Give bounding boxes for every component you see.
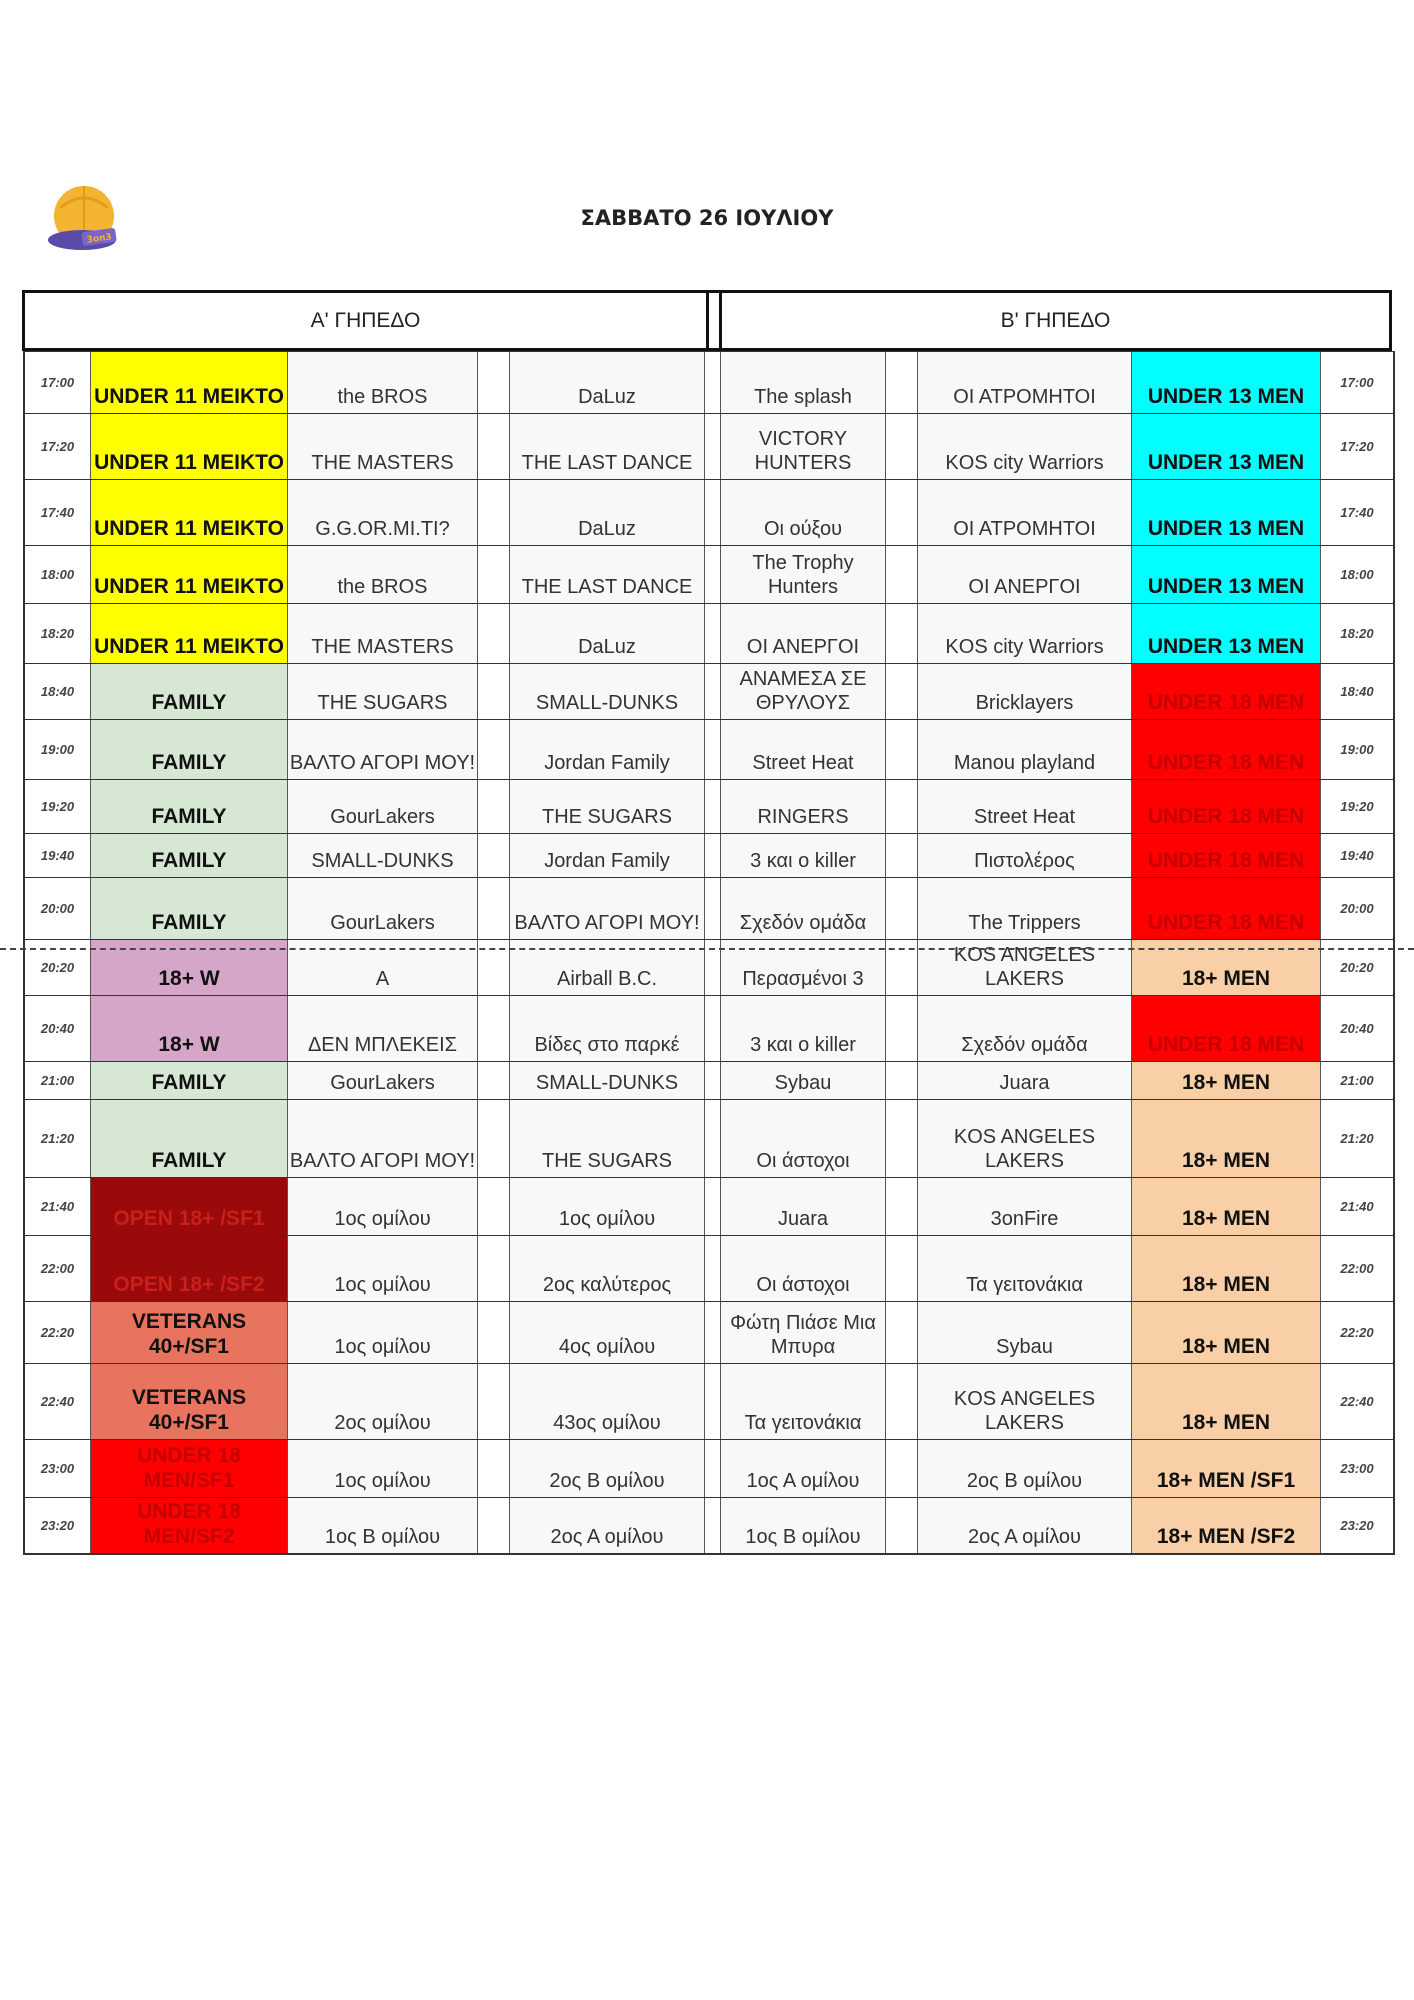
- court-b-team-1: VICTORY HUNTERS: [721, 414, 886, 479]
- court-a-category: FAMILY: [91, 878, 288, 939]
- spacer-cell: [705, 664, 721, 719]
- court-b-category: 18+ MEN: [1132, 940, 1321, 995]
- schedule-table: [23, 351, 1395, 1555]
- court-b-team-1: 1ος Β ομίλου: [721, 1498, 886, 1553]
- time-label: 21:20: [25, 1100, 91, 1177]
- court-a-category: VETERANS 40+/SF1: [91, 1364, 288, 1439]
- spacer-cell: [886, 1236, 918, 1301]
- court-b-team-2: Manou playland: [918, 720, 1132, 779]
- time-label: 21:40: [25, 1178, 91, 1235]
- court-b-category: 18+ MEN: [1132, 1062, 1321, 1099]
- schedule-row: [25, 779, 1393, 833]
- court-a-team-1: 1ος Β ομίλου: [288, 1498, 478, 1553]
- time-label-right: 18:40: [1340, 683, 1374, 699]
- court-b-category: UNDER 18 MEN: [1132, 996, 1321, 1061]
- schedule-row: [25, 663, 1393, 719]
- court-b-team-2: Street Heat: [918, 780, 1132, 833]
- court-a-team-2: DaLuz: [510, 604, 705, 663]
- time-label: 18:20: [25, 604, 91, 663]
- spacer-cell: [478, 664, 510, 719]
- court-a-team-2: 1ος ομίλου: [510, 1178, 705, 1235]
- court-a-team-2: DaLuz: [510, 352, 705, 413]
- spacer-cell: [478, 1498, 510, 1553]
- time-label: 17:40: [25, 480, 91, 545]
- spacer-cell: [705, 1178, 721, 1235]
- schedule-row: [25, 877, 1393, 939]
- court-a-team-2: SMALL-DUNKS: [510, 664, 705, 719]
- court-b-category: 18+ MEN /SF2: [1132, 1498, 1321, 1553]
- court-a-category: OPEN 18+ /SF2: [91, 1236, 288, 1301]
- court-a-team-2: Airball B.C.: [510, 940, 705, 995]
- time-label-right: 19:20: [1340, 798, 1374, 814]
- time-label: 19:00: [25, 720, 91, 779]
- spacer-cell: [705, 1100, 721, 1177]
- schedule-row: [25, 1363, 1393, 1439]
- time-label-right: 20:00: [1340, 900, 1374, 916]
- time-label-right: 18:20: [1340, 625, 1374, 641]
- time-label: 23:00: [25, 1440, 91, 1497]
- spacer-cell: [886, 720, 918, 779]
- spacer-cell: [886, 1364, 918, 1439]
- court-b-team-2: 3onFire: [918, 1178, 1132, 1235]
- schedule-row: [25, 603, 1393, 663]
- court-b-category: UNDER 13 MEN: [1132, 414, 1321, 479]
- spacer-cell: [705, 1236, 721, 1301]
- court-a-category: UNDER 11 ΜΕΙΚΤΟ: [91, 546, 288, 603]
- court-b-team-1: 3 και ο killer: [721, 996, 886, 1061]
- time-label: 20:40: [25, 996, 91, 1061]
- spacer-cell: [705, 414, 721, 479]
- schedule-row: [25, 1177, 1393, 1235]
- court-a-category: UNDER 11 ΜΕΙΚΤΟ: [91, 414, 288, 479]
- court-b-category: UNDER 18 MEN: [1132, 720, 1321, 779]
- court-a-team-1: ΔΕΝ ΜΠΛΕΚΕΙΣ: [288, 996, 478, 1061]
- court-b-team-1: 3 και ο killer: [721, 834, 886, 877]
- time-label-right: 18:00: [1340, 566, 1374, 582]
- court-a-category: UNDER 11 ΜΕΙΚΤΟ: [91, 604, 288, 663]
- court-b-team-1: The Trophy Hunters: [721, 546, 886, 603]
- svg-text:3on3: 3on3: [86, 232, 113, 246]
- schedule-row: [25, 1497, 1393, 1553]
- court-a-category: UNDER 18 MEN/SF2: [91, 1498, 288, 1553]
- spacer-cell: [705, 878, 721, 939]
- schedule-row: [25, 995, 1393, 1061]
- court-a-category: OPEN 18+ /SF1: [91, 1178, 288, 1235]
- court-a-team-2: 2ος Β ομίλου: [510, 1440, 705, 1497]
- court-a-category: FAMILY: [91, 1062, 288, 1099]
- court-a-team-2: ΒΑΛΤΟ ΑΓΟΡΙ ΜΟΥ!: [510, 878, 705, 939]
- time-label: 22:40: [25, 1364, 91, 1439]
- time-label-right: 17:20: [1340, 438, 1374, 454]
- spacer-cell: [478, 1100, 510, 1177]
- court-a-team-1: 1ος ομίλου: [288, 1302, 478, 1363]
- court-b-team-1: Juara: [721, 1178, 886, 1235]
- court-a-team-1: 1ος ομίλου: [288, 1178, 478, 1235]
- spacer-cell: [886, 1440, 918, 1497]
- time-label-right: 21:20: [1340, 1130, 1374, 1146]
- time-label-right: 19:40: [1340, 847, 1374, 863]
- spacer-cell: [886, 996, 918, 1061]
- spacer-cell: [886, 834, 918, 877]
- court-a-category: UNDER 11 ΜΕΙΚΤΟ: [91, 352, 288, 413]
- court-a-team-1: THE SUGARS: [288, 664, 478, 719]
- time-label-right: 19:00: [1340, 741, 1374, 757]
- court-b-team-1: Sybau: [721, 1062, 886, 1099]
- court-b-team-2: ΟΙ ΑΤΡΟΜΗΤΟΙ: [918, 352, 1132, 413]
- court-a-team-1: GourLakers: [288, 1062, 478, 1099]
- time-label-right: 21:00: [1340, 1072, 1374, 1088]
- court-b-team-2: 2ος Β ομίλου: [918, 1440, 1132, 1497]
- court-b-category: UNDER 18 MEN: [1132, 834, 1321, 877]
- court-a-category: UNDER 11 ΜΕΙΚΤΟ: [91, 480, 288, 545]
- spacer-cell: [886, 414, 918, 479]
- court-b-category: UNDER 18 MEN: [1132, 878, 1321, 939]
- time-label-right: 20:40: [1340, 1020, 1374, 1036]
- court-a-team-2: 2ος Α ομίλου: [510, 1498, 705, 1553]
- spacer-cell: [705, 1364, 721, 1439]
- time-label: 20:00: [25, 878, 91, 939]
- court-a-team-1: the BROS: [288, 546, 478, 603]
- time-label: 18:40: [25, 664, 91, 719]
- time-label-right: 17:40: [1340, 504, 1374, 520]
- court-b-team-2: ΟΙ ΑΤΡΟΜΗΤΟΙ: [918, 480, 1132, 545]
- court-a-team-2: 43ος ομίλου: [510, 1364, 705, 1439]
- court-b-team-2: Σχεδόν ομάδα: [918, 996, 1132, 1061]
- court-b-team-2: KOS ANGELES LAKERS: [918, 1100, 1132, 1177]
- time-label: 22:20: [25, 1302, 91, 1363]
- spacer-cell: [705, 604, 721, 663]
- spacer-cell: [478, 720, 510, 779]
- spacer-cell: [705, 546, 721, 603]
- court-b-team-2: Sybau: [918, 1302, 1132, 1363]
- spacer-cell: [478, 1302, 510, 1363]
- court-a-team-1: 2ος ομίλου: [288, 1364, 478, 1439]
- court-b-team-1: Οι ούξου: [721, 480, 886, 545]
- schedule-row: [25, 413, 1393, 479]
- spacer-cell: [478, 1178, 510, 1235]
- court-a-team-1: 1ος ομίλου: [288, 1440, 478, 1497]
- spacer-cell: [886, 878, 918, 939]
- court-a-team-2: SMALL-DUNKS: [510, 1062, 705, 1099]
- spacer-cell: [705, 780, 721, 833]
- court-b-team-2: Juara: [918, 1062, 1132, 1099]
- spacer-cell: [886, 1062, 918, 1099]
- spacer-cell: [886, 480, 918, 545]
- court-b-team-1: Οι άστοχοι: [721, 1236, 886, 1301]
- spacer-cell: [705, 1302, 721, 1363]
- court-a-team-2: Jordan Family: [510, 834, 705, 877]
- court-b-team-1: Τα γειτονάκια: [721, 1364, 886, 1439]
- schedule-row: [25, 833, 1393, 877]
- schedule-row: [25, 1099, 1393, 1177]
- court-b-category: UNDER 13 MEN: [1132, 352, 1321, 413]
- court-b-team-1: Σχεδόν ομάδα: [721, 878, 886, 939]
- court-b-category: 18+ MEN: [1132, 1302, 1321, 1363]
- court-b-category: 18+ MEN: [1132, 1100, 1321, 1177]
- time-label-right: 17:00: [1340, 374, 1374, 390]
- court-b-team-2: KOS city Warriors: [918, 604, 1132, 663]
- schedule-row: [25, 1439, 1393, 1497]
- time-label: 21:00: [25, 1062, 91, 1099]
- court-a-team-1: A: [288, 940, 478, 995]
- court-a-team-1: ΒΑΛΤΟ ΑΓΟΡΙ ΜΟΥ!: [288, 1100, 478, 1177]
- time-label-right: 22:20: [1340, 1324, 1374, 1340]
- spacer-cell: [886, 1498, 918, 1553]
- time-label: 17:00: [25, 352, 91, 413]
- time-label-right: 20:20: [1340, 959, 1374, 975]
- court-a-team-1: ΒΑΛΤΟ ΑΓΟΡΙ ΜΟΥ!: [288, 720, 478, 779]
- court-a-category: FAMILY: [91, 834, 288, 877]
- court-a-category: FAMILY: [91, 780, 288, 833]
- court-a-category: 18+ W: [91, 940, 288, 995]
- spacer-cell: [478, 352, 510, 413]
- court-a-category: FAMILY: [91, 1100, 288, 1177]
- schedule-row: [25, 479, 1393, 545]
- dashed-divider: [0, 948, 1414, 950]
- time-label-right: 22:00: [1340, 1260, 1374, 1276]
- court-b-category: UNDER 13 MEN: [1132, 480, 1321, 545]
- court-a-team-2: 2ος καλύτερος: [510, 1236, 705, 1301]
- spacer-cell: [478, 834, 510, 877]
- court-divider: [706, 293, 722, 348]
- spacer-cell: [478, 996, 510, 1061]
- spacer-cell: [886, 546, 918, 603]
- time-label: 17:20: [25, 414, 91, 479]
- court-b-team-2: KOS city Warriors: [918, 414, 1132, 479]
- schedule-row: [25, 1061, 1393, 1099]
- spacer-cell: [478, 546, 510, 603]
- court-a-team-1: GourLakers: [288, 780, 478, 833]
- court-b-team-2: Πιστολέρος: [918, 834, 1132, 877]
- spacer-cell: [478, 414, 510, 479]
- spacer-cell: [478, 1236, 510, 1301]
- time-label-right: 23:20: [1340, 1517, 1374, 1533]
- court-b-team-1: ΟΙ ΑΝΕΡΓΟΙ: [721, 604, 886, 663]
- spacer-cell: [886, 1100, 918, 1177]
- schedule-row: [25, 719, 1393, 779]
- spacer-cell: [705, 480, 721, 545]
- court-b-team-1: Οι άστοχοι: [721, 1100, 886, 1177]
- court-b-team-1: The splash: [721, 352, 886, 413]
- court-a-team-2: THE SUGARS: [510, 1100, 705, 1177]
- court-a-category: FAMILY: [91, 664, 288, 719]
- court-a-team-1: GourLakers: [288, 878, 478, 939]
- court-b-team-1: ΑΝΑΜΕΣΑ ΣΕ ΘΡΥΛΟΥΣ: [721, 664, 886, 719]
- court-b-category: UNDER 13 MEN: [1132, 546, 1321, 603]
- time-label-right: 22:40: [1340, 1393, 1374, 1409]
- spacer-cell: [478, 604, 510, 663]
- court-b-category: 18+ MEN: [1132, 1236, 1321, 1301]
- page-title: ΣΑΒΒΑΤΟ 26 ΙΟΥΛΙΟΥ: [580, 206, 834, 230]
- court-a-team-1: the BROS: [288, 352, 478, 413]
- court-a-team-2: 4ος ομίλου: [510, 1302, 705, 1363]
- court-header: [22, 290, 1392, 351]
- spacer-cell: [886, 664, 918, 719]
- spacer-cell: [478, 480, 510, 545]
- spacer-cell: [705, 352, 721, 413]
- spacer-cell: [478, 878, 510, 939]
- court-a-team-2: DaLuz: [510, 480, 705, 545]
- spacer-cell: [705, 1498, 721, 1553]
- spacer-cell: [886, 352, 918, 413]
- time-label-right: 21:40: [1340, 1198, 1374, 1214]
- court-a-team-1: 1ος ομίλου: [288, 1236, 478, 1301]
- court-b-category: 18+ MEN: [1132, 1364, 1321, 1439]
- schedule-row: [25, 1301, 1393, 1363]
- court-a-team-1: SMALL-DUNKS: [288, 834, 478, 877]
- court-a-category: VETERANS 40+/SF1: [91, 1302, 288, 1363]
- spacer-cell: [886, 1178, 918, 1235]
- spacer-cell: [705, 1440, 721, 1497]
- time-label: 19:40: [25, 834, 91, 877]
- court-a-team-2: Jordan Family: [510, 720, 705, 779]
- court-b-team-1: 1ος Α ομίλου: [721, 1440, 886, 1497]
- court-a-category: 18+ W: [91, 996, 288, 1061]
- time-label-right: 23:00: [1340, 1460, 1374, 1476]
- court-a-header: Α' ΓΗΠΕΔΟ: [310, 308, 421, 332]
- court-b-team-1: RINGERS: [721, 780, 886, 833]
- court-b-team-2: KOS ANGELES LAKERS: [918, 940, 1132, 995]
- court-a-team-2: Βίδες στο παρκέ: [510, 996, 705, 1061]
- court-b-category: UNDER 18 MEN: [1132, 780, 1321, 833]
- schedule-row: [25, 351, 1393, 413]
- spacer-cell: [886, 604, 918, 663]
- court-a-team-1: G.G.OR.MI.TI?: [288, 480, 478, 545]
- court-a-team-1: THE MASTERS: [288, 414, 478, 479]
- time-label: 19:20: [25, 780, 91, 833]
- court-b-category: UNDER 18 MEN: [1132, 664, 1321, 719]
- time-label: 20:20: [25, 940, 91, 995]
- spacer-cell: [478, 1062, 510, 1099]
- court-a-team-2: THE LAST DANCE: [510, 414, 705, 479]
- spacer-cell: [705, 834, 721, 877]
- court-b-team-2: Bricklayers: [918, 664, 1132, 719]
- court-b-team-1: Street Heat: [721, 720, 886, 779]
- court-a-team-2: THE LAST DANCE: [510, 546, 705, 603]
- spacer-cell: [886, 1302, 918, 1363]
- time-label: 22:00: [25, 1236, 91, 1301]
- spacer-cell: [478, 780, 510, 833]
- spacer-cell: [478, 1364, 510, 1439]
- court-a-team-2: THE SUGARS: [510, 780, 705, 833]
- court-b-category: UNDER 13 MEN: [1132, 604, 1321, 663]
- court-a-category: FAMILY: [91, 720, 288, 779]
- court-b-team-2: The Trippers: [918, 878, 1132, 939]
- court-a-team-1: THE MASTERS: [288, 604, 478, 663]
- spacer-cell: [478, 1440, 510, 1497]
- spacer-cell: [705, 720, 721, 779]
- court-b-category: 18+ MEN /SF1: [1132, 1440, 1321, 1497]
- court-b-team-1: Φώτη Πιάσε Μια Μπυρα: [721, 1302, 886, 1363]
- court-b-team-2: Τα γειτονάκια: [918, 1236, 1132, 1301]
- court-b-category: 18+ MEN: [1132, 1178, 1321, 1235]
- court-b-team-2: 2ος Α ομίλου: [918, 1498, 1132, 1553]
- court-b-team-2: ΟΙ ΑΝΕΡΓΟΙ: [918, 546, 1132, 603]
- court-b-team-2: KOS ANGELES LAKERS: [918, 1364, 1132, 1439]
- schedule-row: [25, 545, 1393, 603]
- spacer-cell: [705, 1062, 721, 1099]
- time-label: 18:00: [25, 546, 91, 603]
- schedule-row: [25, 1235, 1393, 1301]
- court-a-category: UNDER 18 MEN/SF1: [91, 1440, 288, 1497]
- court-b-team-1: Περασμένοι 3: [721, 940, 886, 995]
- court-b-header: Β' ΓΗΠΕΔΟ: [1000, 308, 1111, 332]
- spacer-cell: [886, 780, 918, 833]
- time-label: 23:20: [25, 1498, 91, 1553]
- spacer-cell: [705, 996, 721, 1061]
